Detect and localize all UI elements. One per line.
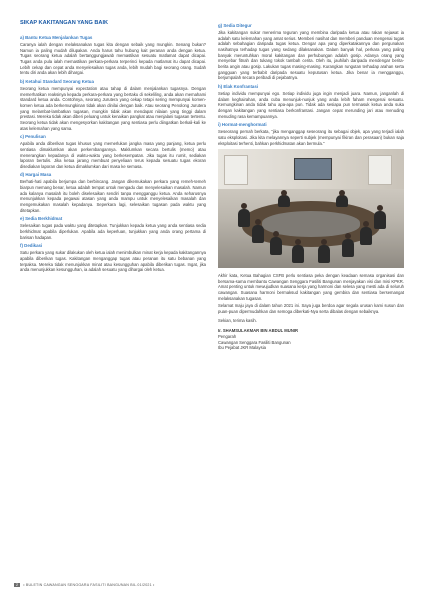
photo-person xyxy=(238,209,250,227)
section-title: a) Bantu Ketua Menjalankan Tugas xyxy=(20,35,93,40)
section-dedikasi xyxy=(20,243,206,273)
photo-person xyxy=(252,225,264,243)
signature-block xyxy=(218,328,404,351)
left-column xyxy=(20,20,206,275)
meeting-photo xyxy=(218,149,404,268)
section-body: Setiap individu mempunyai ego. Setiap individu juga ingin menjadi juara. Namun, janganlah di dalam keghairahan, anda cuba menunjuk-nunjuk yang anda lebih faham mengenai sesuatu. Kemungkinan anda tidak tahu apa-apa pun. Tidak ada sesiapa pun termasuk ketua anda suka dengan kakitangan yang sentiasa berkonfrantasi. Jangan cepat merunding jari atau menuding menuding rasa kemampuannya. xyxy=(218,90,404,119)
photo-window xyxy=(368,155,392,185)
section-body: Berhati-hati apabila berjumpa dan berbincang. Jangan dikemukakan perkara yang remeh-temeh biarpun memang benar, ketua adalah tempat untuk mengadu dan menyelesaikan masalah. Namun ada kalanya masalah itu boleh diselesaikan sendiri tanpa mengganggu ketua. Anda seharusnya menunjukkan kepada pegawai atasan yang anda mampu untuk menyelesaikan masalah dan mengemukakan masalah kepadanya. Seperkara lagi, selesaikan tugasan pada waktu yang ditetapkan. xyxy=(20,179,206,213)
section-title: h) Elak Konfrantasi xyxy=(218,83,259,89)
page-heading: SIKAP KAKITANGAN YANG BAIK xyxy=(20,20,109,26)
photo-person xyxy=(336,195,348,207)
photo-person xyxy=(318,245,330,263)
photo-person xyxy=(342,239,354,257)
section-body: Apabila anda diberikan tugas khusus yang memerlukan jangka masa yang panjang, ketua perlu sentiasa dimaklumkan akan perkembangannya. Maklumkan secara bertulis (memo) atau menerangkan kepadanya di waktu-waktu yang berkesempatan. Jika tugas itu rumit, sediakan laporan bertulis. Jika ketua jarang membuat penyeliaan terus kepada sesuatu tugas ekoran disediakan laporan dan ketua dimaklumkan dari masa ke semasa. xyxy=(20,141,206,169)
photo-person xyxy=(270,237,282,255)
signature-office: Ibu Pejabat JKR Malaysia xyxy=(218,345,266,351)
section-body: Selesaikan tugas pada waktu yang ditetapkan. Tunjukkan kepada ketua yang anda sentiasa sedia berkhidmat apabila diperlukan. Apabila ada keperluan, tunjukkan yang anda orang pertama di barisan hadapan. xyxy=(20,223,206,240)
page-footer xyxy=(14,583,154,587)
section-title: g) Sedia Ditegur xyxy=(218,23,252,28)
section-title: d) Hargai Masa xyxy=(20,172,52,178)
closing-paragraph: Sekian, terima kasih. xyxy=(218,317,257,323)
photo-person xyxy=(374,211,386,229)
photo-window xyxy=(224,155,248,185)
photo-person xyxy=(292,245,304,263)
section-body: Seorang ketua mempunyai expectation atau tahap di dalam menjalankan tugasnya. Dengan memerhatikan reaksinya kepada perkara-perkara yang bertaku di sekeliling, anda akan memahami standard ketua anda. Contohnya, seorang Jurutera yang cekap tetapi sering mempunyai komen-komen ketua ada berkemungkinan tidak akan dinilai dengan baik. Atau seorang Penolong Jurutera yang melambat-lambatkan tugasan, mungkin tidak akan mendapat nilaian yang tinggi dalam prestasi. Mereka tidak akan diberi peluang untuk kenaikan pangkat atau menjalani tugasan tertentu. Seorang ketua tidak akan mengesyorkan kakitangan yang sentiasa perlu diingatkan berkali-kali ke atas kelemahan yang sama. xyxy=(20,85,206,131)
section-body: Satu perkara yang sukar dilakukan oleh ketua ialah menimbulkan minat kerja kepada kakitangannya apabila diberikan tugas. Kakitangan menganggap tugas atau peranan itu satu bebanan yang terpaksa. Mereka tidak menunjukkan minat atau kesungguhan apabila diberikan tugas. Ingat, jika anda menunjukkan kesungguhan, ia adalah sesuatu yang dihargai oleh ketua. xyxy=(20,250,206,273)
section-sedia-berkhidmat xyxy=(20,216,206,240)
section-hormat-menghormati xyxy=(218,122,404,146)
signature-title: Pengarah xyxy=(218,334,237,340)
closing-paragraph: Akhir kata, Ketua Bahagian CSFB perlu sentiasa peka dengan keadaan semasa organisasi dan bersama-sama membantu Cawangan Senggara Fasiliti Bangunan menjayakan visi dan misi KPKR. Amat penting untuk mewujudkan suasana kerja yang harmoni dan selesa yang mesti ada di seluruh cawangan. Suasana harmoni bermaksud kakitangan yang gembira dan sentiasa bersemangat melaksanakan tugasan. xyxy=(218,273,404,301)
section-bantu-ketua xyxy=(20,35,206,76)
closing-paragraph: Selamat maju jaya di dalam tahun 2021 ini. Saya juga berdoa agar segala urusan kami susun dan puan-puan dipermudahkan dan semoga diberkati-Nya serta dibalas dengan sebaiknya. xyxy=(218,303,404,315)
page-number: 2 xyxy=(16,583,19,587)
section-title: i) Hormat-menghormati xyxy=(218,122,267,128)
section-hargai-masa xyxy=(20,172,206,213)
signature-dept: Cawangan Senggara Fasiliti Bangunan xyxy=(218,339,291,345)
section-title: c) Penulisan xyxy=(20,134,46,140)
section-sedia-ditegur xyxy=(218,23,404,81)
section-body: Caranya ialah dengan melaksanakan tugas kita dengan sebaik yang mungkin. Senang bukan? Namun ia paling mudah dilupakan. Anda harus tahu hubung kait peranan anda dengan ketua. Tugas seorang ketua adalah bertanggungjawab memastikan sesuatu matlamat dapat dicapai. Tugas anda pula ialah memastikan perkara-perkara terperinci kepada matlamat itu dapat dicapai. Lebih cekap dan cepat anda menyelesaikan tugas anda, lebih mudah bagi seorang orang. Sudah tentu diri anda akan lebih dihargai. xyxy=(20,42,206,76)
right-column xyxy=(218,20,404,351)
section-body: Seseorang pernah berkata, "jika menganggap seseorang itu sebagai objek, apa yang terjadi ialah satu eksploitasi. Jika kita melayannya seperti subjek (mempunyai fikiran dan perasaan) bukan saja eksploitasi terhenti, bahkan perkhidmatan akan bermula." xyxy=(218,129,404,146)
photo-person xyxy=(278,195,290,207)
section-elak-konfrantasi xyxy=(218,84,404,119)
section-title: f) Dedikasi xyxy=(20,243,43,249)
footer-text: • BULETIN CAWANGAN SENGGARA FASILITI BANGUNAN BIL.01/2021 • xyxy=(23,583,155,587)
signature-name: Ir. SHAMSULAKMAR BIN ABDUL MUNIR xyxy=(218,328,299,334)
section-standard-ketua xyxy=(20,79,206,131)
section-title: b) Ketahui Standard Seorang Ketua xyxy=(20,78,94,84)
section-title: e) Sedia Berkhidmat xyxy=(20,216,63,222)
section-body: Jika kakitangan sukar menerima teguran yang membina daripada ketua atau rakan sejawat ia adalah satu kelemahan yang amat serius. Memberi nasihat dan memberi panduan mengenai tugas adalah sebahagian daripada tugas ketua. Dengar apa yang diperkatakannya dan pergunakan nasihatnya terhadap tugas yang sedang dilaksanakan. Dalam banyak hal, perkara yang paling banyak meruntuhkan moral kakitangan dan perhubungan adalah gosip. Adanya orang yang menyebar fitnah dan tukang tokok tambah cerita. Oleh itu, jauhilah daripada mendengar berita-berita angin atau gosip. Lakukan tugas masing-masing. Kurangkan rungutan terhadap arahan serta gangguan yang terbabit daripada sesuatu keputusan ketua. Jika benar ia mengganggu, berjumpalah secara peribadi di pejabatnya. xyxy=(218,30,404,81)
photo-person xyxy=(360,227,372,245)
photo-screen xyxy=(294,158,332,180)
section-penulisan xyxy=(20,134,206,169)
